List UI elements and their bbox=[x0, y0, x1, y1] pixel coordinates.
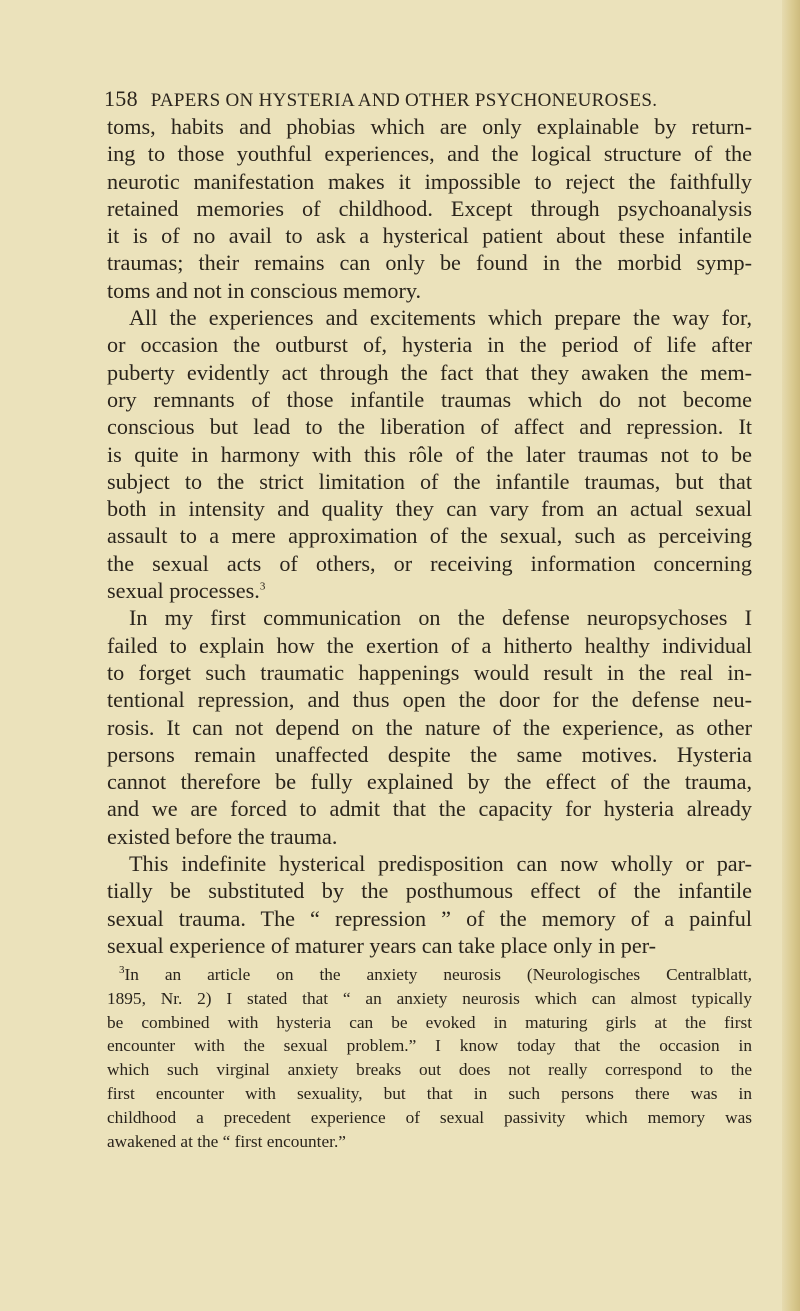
footnote-line: 1895, Nr. 2) I stated that “ an anxiety neurosis which can almost typically bbox=[107, 988, 752, 1008]
body-line: subject to the strict limitation of the infantile traumas, but that bbox=[107, 468, 752, 494]
body-line: tially be substituted by the posthumous effect of the infantile bbox=[107, 878, 752, 904]
body-line: All the experiences and excitements which prepare the way for, bbox=[129, 305, 752, 331]
footnote-line: encounter with the sexual problem.” I know today that the occasion in bbox=[107, 1036, 752, 1056]
body-line: conscious but lead to the liberation of affect and repression. It bbox=[107, 414, 752, 440]
footnote-line bbox=[107, 963, 752, 987]
body-line: both in intensity and quality they can vary from an actual sexual bbox=[107, 496, 752, 522]
page-edge bbox=[782, 0, 800, 1311]
running-header bbox=[104, 86, 754, 112]
footnote-line: first encounter with sexuality, but that in such persons there was in bbox=[107, 1083, 752, 1103]
footnote-line: childhood a precedent experience of sexual passivity which memory was bbox=[107, 1107, 752, 1127]
body-line: sexual experience of maturer years can take place only in per- bbox=[107, 932, 657, 958]
body-line: it is of no avail to ask a hysterical patient about these infantile bbox=[107, 223, 752, 249]
running-title: PAPERS ON HYSTERIA AND OTHER PSYCHONEUROSES. bbox=[150, 90, 658, 111]
body-line: failed to explain how the exertion of a hitherto healthy individual bbox=[107, 632, 752, 658]
footnote-line: awakened at the “ first encounter.” bbox=[107, 1131, 346, 1151]
footnote-text: In an article on the anxiety neurosis (Neurologisches Centralblatt, bbox=[124, 965, 752, 984]
body-line: sexual processes.$^3$ bbox=[107, 578, 266, 604]
body-text bbox=[107, 113, 752, 959]
body-line: toms, habits and phobias which are only explainable by return- bbox=[107, 114, 752, 139]
body-line: cannot therefore be fully explained by the effect of the trauma, bbox=[107, 769, 752, 795]
body-line: or occasion the outburst of, hysteria in the period of life after bbox=[107, 332, 752, 358]
body-line: ing to those youthful experiences, and the logical structure of the bbox=[107, 141, 752, 167]
body-line: This indefinite hysterical predisposition can now wholly or par- bbox=[129, 851, 752, 877]
body-line: to forget such traumatic happenings would result in the real in- bbox=[107, 659, 752, 685]
body-line: ory remnants of those infantile traumas which do not become bbox=[107, 386, 752, 412]
body-line: is quite in harmony with this rôle of the later traumas not to be bbox=[107, 441, 752, 467]
body-line: puberty evidently act through the fact that they awaken the mem- bbox=[107, 359, 752, 385]
body-line: assault to a mere approximation of the sexual, such as perceiving bbox=[107, 523, 752, 549]
footnote-line: be combined with hysteria can be evoked in maturing girls at the first bbox=[107, 1012, 752, 1032]
body-line: and we are forced to admit that the capacity for hysteria already bbox=[107, 796, 752, 822]
body-line: existed before the trauma. bbox=[107, 823, 338, 849]
body-line: In my first communication on the defense neuropsychoses I bbox=[129, 605, 752, 631]
body-line: traumas; their remains can only be found in the morbid symp- bbox=[107, 250, 752, 276]
body-line: retained memories of childhood. Except through psychoanalysis bbox=[107, 195, 752, 221]
body-line: tentional repression, and thus open the door for the defense neu- bbox=[107, 687, 752, 713]
footnote-marker: 3 bbox=[119, 964, 125, 977]
footnote-reference: 3 bbox=[259, 580, 266, 593]
body-line: rosis. It can not depend on the nature of the experience, as other bbox=[107, 714, 752, 740]
body-line: sexual trauma. The “ repression ” of the memory of a painful bbox=[107, 905, 752, 931]
footnote-line: which such virginal anxiety breaks out does not really correspond to the bbox=[107, 1060, 752, 1080]
body-line: the sexual acts of others, or receiving information concerning bbox=[107, 550, 752, 576]
body-line: persons remain unaffected despite the same motives. Hysteria bbox=[107, 741, 752, 767]
footnote bbox=[107, 963, 752, 1153]
body-line: neurotic manifestation makes it impossible to reject the faithfully bbox=[107, 168, 752, 194]
page-number: 158 bbox=[104, 86, 138, 111]
body-line: toms and not in conscious memory. bbox=[107, 277, 422, 303]
